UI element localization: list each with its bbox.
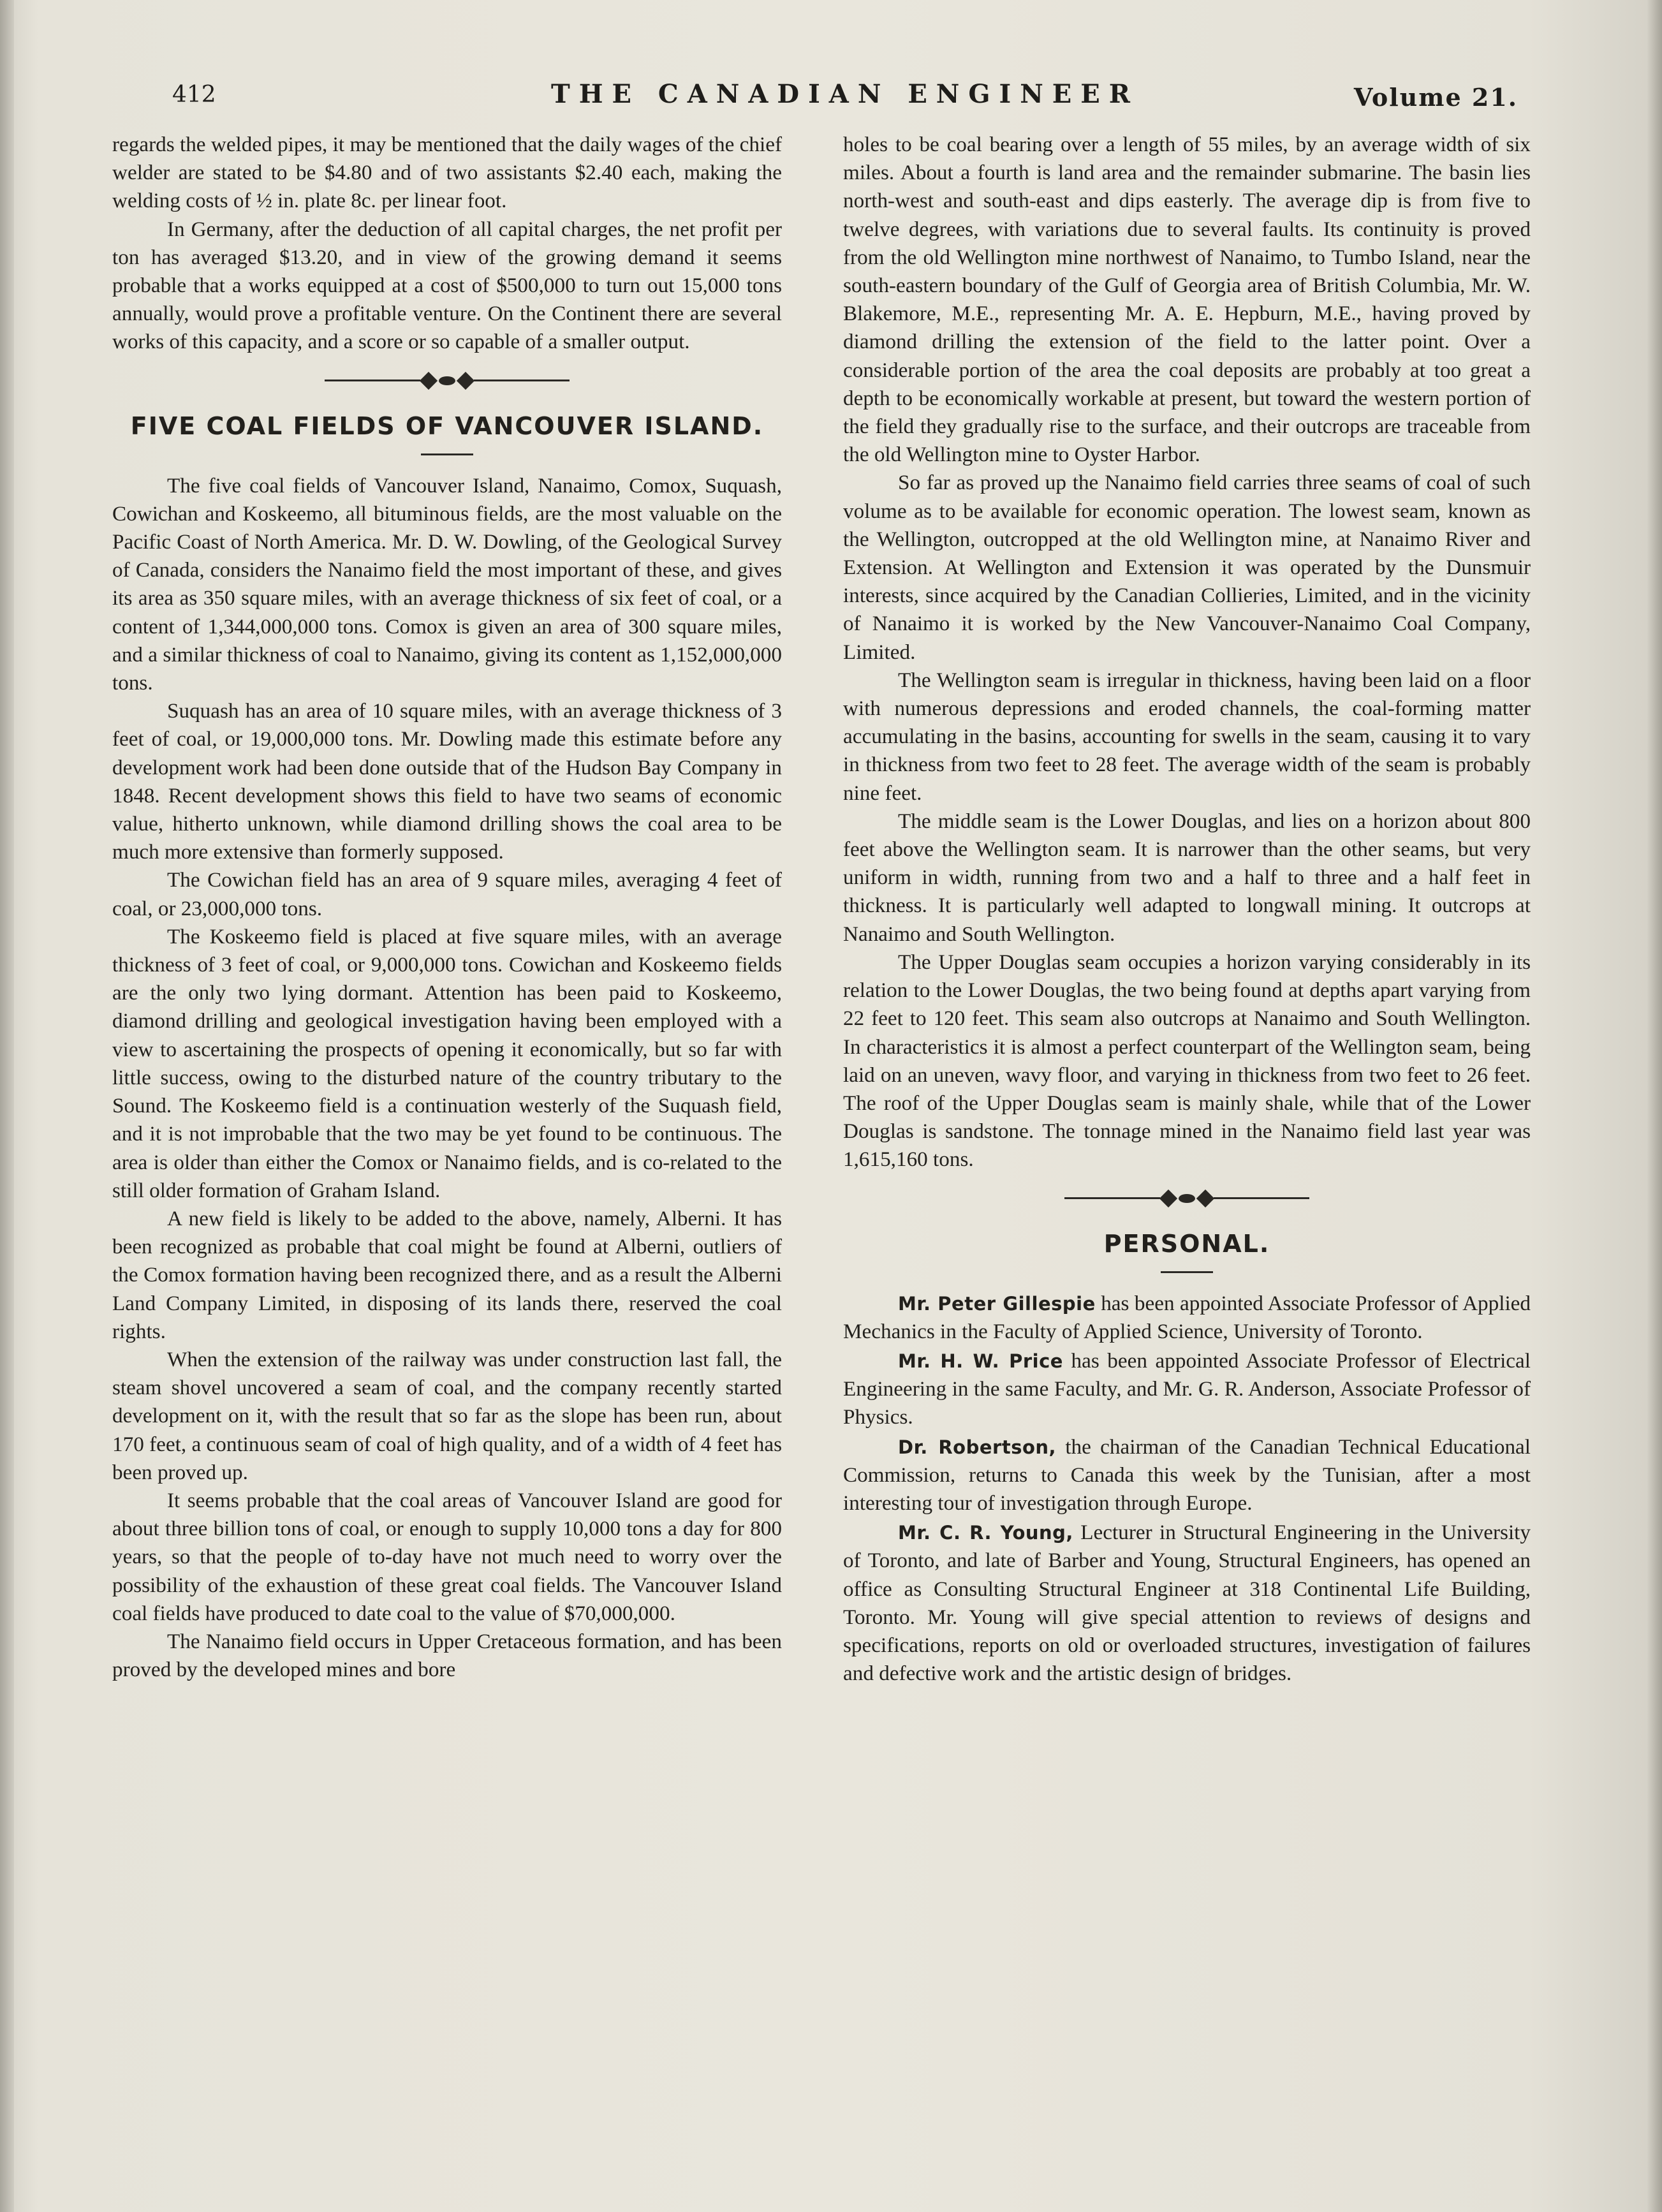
paragraph: The Cowichan field has an area of 9 square miles, averaging 4 feet of coal, or 23,000,000 tons. [112, 868, 782, 920]
personal-entry [843, 1519, 1531, 1688]
personal-entry [843, 1433, 1531, 1518]
paragraph: In Germany, after the deduction of all capital charges, the net profit per ton has averaged $13.20, and in view of the growing demand it seems probable that a works equipped at a cost of $500,000 to turn out 15,000 tons annually, would prove a profitable venture. On the Continent there are several works of this capacity, and a score or so capable of a smaller output. [112, 217, 782, 354]
page-edge-shadow [1647, 0, 1662, 2212]
person-note: has been appointed Associate Professor of Applied Mechanics in the Faculty of Applied Science, University of Toronto. [843, 1291, 1531, 1343]
person-name: Mr. Peter Gillespie [898, 1292, 1096, 1315]
person-note: Lecturer in Structural Engineering in the University of Toronto, and late of Barber and Young, Structural Engineers, has opened an office as Consulting Structural Engineer at 318 Continental Life Building, Toronto. Mr. Young will give special attention to reviews of designs and specifications, reports on old or overloaded structures, investigation of failures and defective work and the artistic design of bridges. [843, 1521, 1531, 1686]
person-name: Mr. C. R. Young, [898, 1522, 1073, 1544]
left-column [112, 131, 782, 1684]
paragraph: The Nanaimo field occurs in Upper Cretaceous formation, and has been proved by the developed mines and bore [112, 1629, 782, 1682]
page-gutter-shadow [0, 0, 14, 2212]
paragraph: The Wellington seam is irregular in thickness, having been laid on a floor with numerous depressions and eroded channels, the coal-forming matter accumulating in the basins, accounting for swells in the seam, causing it to vary in thickness from two feet to 28 feet. The average width of the seam is probably nine feet. [843, 668, 1531, 805]
paragraph: It seems probable that the coal areas of Vancouver Island are good for about three billion tons of coal, or enough to supply 10,000 tons a day for 800 years, so that the people of to-day have not much need to worry over the possibility of the exhaustion of these great coal fields. The Vancouver Island coal fields have produced to date coal to the value of $70,000,000. [112, 1488, 782, 1625]
paragraph: The middle seam is the Lower Douglas, and lies on a horizon about 800 feet above the Wellington seam. It is narrower than the other seams, but very uniform in width, running from two and a half to three and a half feet in thickness. It is particularly well adapted to longwall mining. It outcrops at Nanaimo and South Wellington. [843, 809, 1531, 946]
section-divider-ornament [112, 368, 782, 394]
personal-section [843, 1228, 1531, 1688]
running-head [172, 75, 1518, 120]
paragraph: The Upper Douglas seam occupies a horizon varying considerably in its relation to the Lower Douglas, the two being found at depths apart varying from 22 feet to 120 feet. This seam also outcrops at Nanaimo and South Wellington. In characteristics it is almost a perfect counterpart of the Wellington seam, being laid on an uneven, wavy floor, and varying in thickness from two feet to 26 feet. The roof of the Upper Douglas seam is mainly shale, while that of the Lower Douglas is sandstone. The tonnage mined in the Nanaimo field last year was 1,615,160 tons. [843, 950, 1531, 1172]
paragraph: holes to be coal bearing over a length of 55 miles, by an average width of six miles. About a fourth is land area and the remainder submarine. The basin lies north-west and south-east and dips easterly. The average dip is from five to twelve degrees, with variations due to several faults. Its continuity is proved from the old Wellington mine northwest of Nanaimo, to Tumbo Island, near the south-eastern boundary of the Gulf of Georgia area of British Columbia, Mr. W. Blakemore, M.E., representing Mr. A. E. Hepburn, M.E., having proved by diamond drilling the extension of the field to the latter point. Over a considerable portion of the area the coal deposits are probably at too great a depth to be economically workable at present, but toward the western portion of the field they gradually rise to the surface, and their outcrops are traceable from the old Wellington mine to Oyster Harbor. [843, 133, 1531, 467]
page-number: 412 [172, 82, 216, 108]
person-name: Mr. H. W. Price [898, 1350, 1063, 1372]
paragraph: regards the welded pipes, it may be mentioned that the daily wages of the chief welder are stated to be $4.80 and of two assistants $2.40 each, making the welding costs of ½ in. plate 8c. per linear foot. [112, 133, 782, 213]
personal-entry [843, 1290, 1531, 1346]
personal-title: PERSONAL. [1103, 1229, 1270, 1258]
paragraph: The Koskeemo field is placed at five square miles, with an average thickness of 3 feet of coal, or 9,000,000 tons. Cowichan and Koskeemo fields are the only two lying dormant. Attention has been paid to Koskeemo, diamond drilling and geological investigation having been employed with a view to ascertaining the prospects of opening it economically, but so far with little success, owing to the disturbed nature of the country tributary to the Sound. The Koskeemo field is a continuation westerly of the Suquash field, and it is not improbable that the two may be yet found to be continuous. The area is older than either the Comox or Nanaimo fields, and is co-related to the still older formation of Graham Island. [112, 924, 782, 1202]
person-name: Dr. Robertson, [898, 1436, 1057, 1458]
paragraph: So far as proved up the Nanaimo field carries three seams of coal of such volume as to be available for economic operation. The lowest seam, known as the Wellington, outcropped at the old Wellington mine, at Nanaimo River and Extension. At Wellington and Extension it was operated by the Dunsmuir interests, since acquired by the Canadian Collieries, Limited, and in the vicinity of Nanaimo it is worked by the New Vancouver-Nanaimo Coal Company, Limited. [843, 471, 1531, 664]
paragraph: The five coal fields of Vancouver Island, Nanaimo, Comox, Suquash, Cowichan and Koskeemo, all bituminous fields, are the most valuable on the Pacific Coast of North America. Mr. D. W. Dowling, of the Geological Survey of Canada, considers the Nanaimo field the most important of these, and gives its area as 350 square miles, with an average thickness of six feet of coal, or a content of 1,344,000,000 tons. Comox is given an area of 300 square miles, and a similar thickness of coal to Nanaimo, giving its content as 1,152,000,000 tons. [112, 473, 782, 695]
journal-title: THE CANADIAN ENGINEER [550, 79, 1140, 109]
section-divider-ornament [843, 1186, 1531, 1211]
article-title: FIVE COAL FIELDS OF VANCOUVER ISLAND. [130, 411, 764, 440]
personal-entry [843, 1347, 1531, 1432]
title-rule [1161, 1271, 1213, 1273]
paragraph: A new field is likely to be added to the above, namely, Alberni. It has been recognized as probable that coal might be found at Alberni, outliers of the Comox formation having been recognized there, and as a result the Alberni Land Company Limited, in disposing of its lands there, reserved the coal rights. [112, 1206, 782, 1343]
right-column [843, 131, 1531, 1689]
paragraph: When the extension of the railway was under construction last fall, the steam shovel uncovered a seam of coal, and the company recently started development on it, with the result that so far as the slope has been run, about 170 feet, a continuous seam of coal of high quality, and of a width of 4 feet has been proved up. [112, 1347, 782, 1484]
person-note: has been appointed Associate Professor of Electrical Engineering in the same Faculty, and Mr. G. R. Anderson, Associate Professor of Physics. [843, 1348, 1531, 1429]
title-rule [421, 453, 473, 455]
volume-label: Volume 21. [1353, 83, 1518, 112]
person-note: the chairman of the Canadian Technical Educational Commission, returns to Canada this week by the Tunisian, after a most interesting tour of investigation through Europe. [843, 1434, 1531, 1515]
paragraph: Suquash has an area of 10 square miles, with an average thickness of 3 feet of coal, or 19,000,000 tons. Mr. Dowling made this estimate before any development work had been done outside that of the Hudson Bay Company in 1848. Recent development shows this field to have two seams of economic value, hitherto unknown, while diamond drilling shows the coal area to be much more extensive than formerly supposed. [112, 699, 782, 864]
